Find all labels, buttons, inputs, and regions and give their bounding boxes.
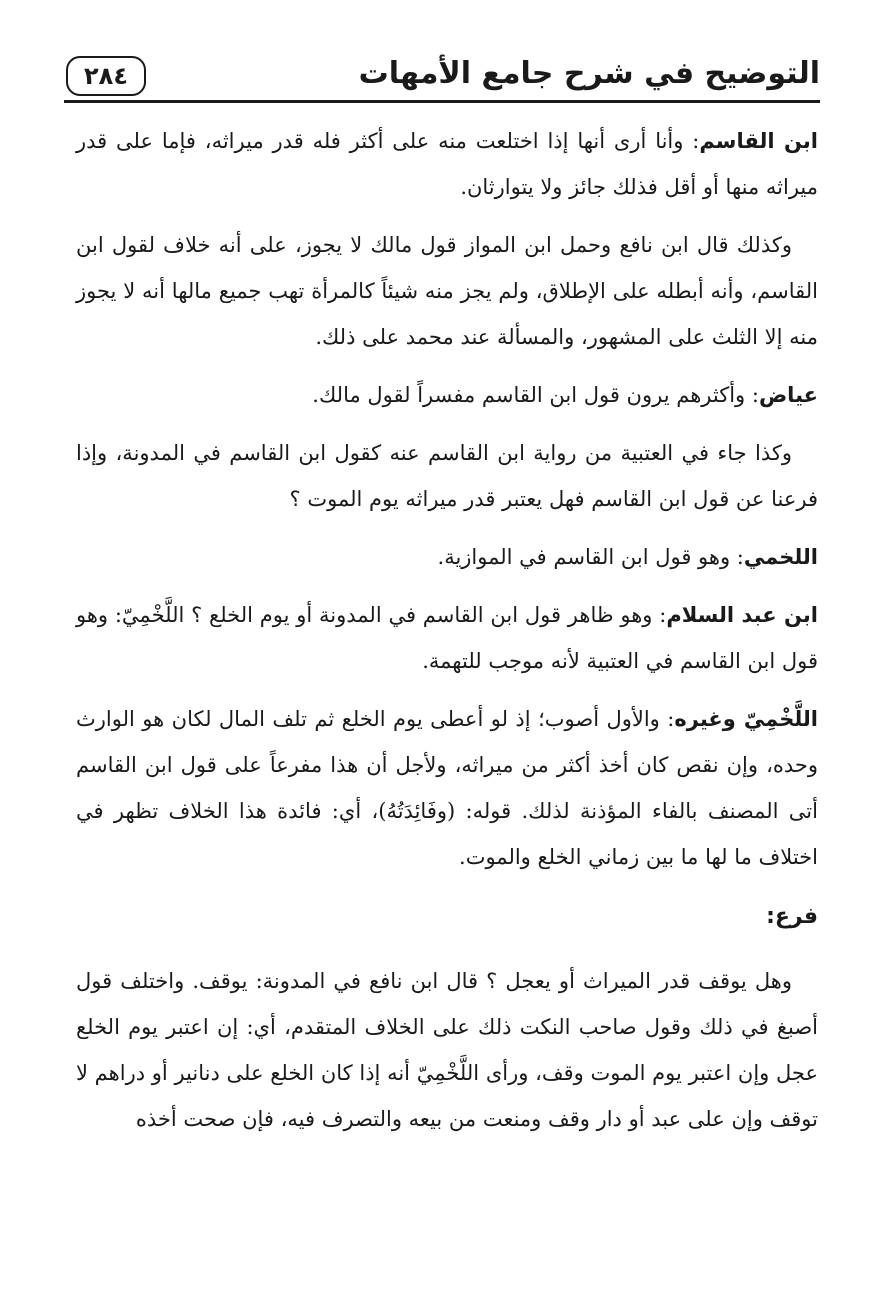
speaker-label: اللَّخْمِيّ وغيره — [674, 707, 818, 731]
paragraph-text: وهل يوقف قدر الميراث أو يعجل ؟ قال ابن نافع في المدونة: يوقف. واختلف قول أصبغ في ذلك وقول صاحب النكت ذلك على الخلاف المتقدم، أي: إن اعتبر يوم الخلع عجل وإن اعتبر يوم الموت وقف، ورأى اللَّخْمِيّ أنه إذا كان الخلع على دنانير أو دراهم لا توقف وإن على عبد أو دار وقف ومنعت من بيعه والتصرف فيه، فإن صحت أخذه — [76, 969, 818, 1131]
paragraph — [76, 222, 818, 360]
speaker-label: اللخمي — [743, 545, 818, 569]
paragraph — [76, 696, 818, 880]
paragraph — [76, 958, 818, 1142]
header-rule — [64, 100, 820, 103]
paragraph-text: وكذلك قال ابن نافع وحمل ابن المواز قول مالك لا يجوز، على أنه خلاف لقول ابن القاسم، وأنه أبطله على الإطلاق، ولم يجز منه شيئاً كالمرأة تهب جميع مالها أنه لا يجوز منه إلا الثلث على المشهور، والمسألة عند محمد على ذلك. — [76, 233, 818, 349]
paragraph-text: : وهو قول ابن القاسم في الموازية. — [437, 545, 744, 569]
page-header — [64, 52, 820, 102]
paragraph — [76, 534, 818, 580]
paragraph-text: : وأكثرهم يرون قول ابن القاسم مفسراً لقول مالك. — [312, 383, 759, 407]
speaker-label: ابن عبد السلام — [666, 603, 818, 627]
paragraph-text: : والأول أصوب؛ إذ لو أعطى يوم الخلع ثم تلف المال لكان هو الوارث وحده، وإن نقص كان أخذ أكثر من ميراثه، ولأجل أن هذا مفرعاً على قول ابن القاسم أتى المصنف بالفاء المؤذنة لذلك. قوله: (وفَائِدَتُهُ)، أي: فائدة هذا الخلاف تظهر في اختلاف ما لها ما بين زماني الخلع والموت. — [76, 707, 818, 869]
paragraph — [76, 430, 818, 522]
paragraph — [76, 592, 818, 684]
speaker-label: ابن القاسم — [699, 129, 818, 153]
page-number: ٢٨٤ — [66, 56, 146, 96]
speaker-label: عياض — [758, 383, 818, 407]
paragraph — [76, 118, 818, 210]
paragraph-text: : وهو ظاهر قول ابن القاسم في المدونة أو يوم الخلع ؟ اللَّخْمِيّ: وهو قول ابن القاسم في العتبية لأنه موجب للتهمة. — [76, 603, 818, 673]
page-body — [76, 118, 818, 1154]
section-heading: فرع: — [766, 904, 818, 929]
paragraph-text: : وأنا أرى أنها إذا اختلعت منه على أكثر فله قدر ميراثه، فإما على قدر ميراثه منها أو أقل فذلك جائز ولا يتوارثان. — [76, 129, 818, 199]
paragraph-text: وكذا جاء في العتبية من رواية ابن القاسم عنه كقول ابن القاسم في المدونة، وإذا فرعنا عن قول ابن القاسم فهل يعتبر قدر ميراثه يوم الموت ؟ — [76, 441, 818, 511]
running-title: التوضيح في شرح جامع الأمهات — [358, 56, 820, 91]
paragraph — [76, 372, 818, 418]
